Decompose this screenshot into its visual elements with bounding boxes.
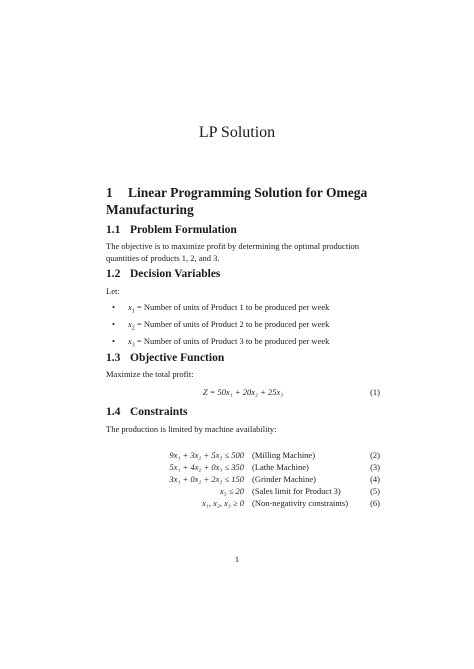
constraint-expression: x₃ ≤ 20 <box>219 486 244 496</box>
decision-variable-list <box>112 301 330 352</box>
equation-number: (2) <box>370 450 380 460</box>
constraint-note: (Lathe Machine) <box>252 462 309 472</box>
constraint-note: (Non-negativity constraints) <box>252 498 349 508</box>
section-title: Linear Programming Solution for Omega Manufacturing <box>106 185 368 217</box>
variable-subscript: 1 <box>131 308 135 315</box>
subsection-number: 1.4 <box>106 406 121 418</box>
constraint-row <box>106 473 380 485</box>
variable-subscript: 2 <box>131 325 135 332</box>
decision-variables-intro: Let: <box>106 286 120 296</box>
subsection-title: Objective Function <box>130 352 225 364</box>
subsection-number: 1.1 <box>106 224 121 236</box>
variable-symbol: x <box>128 302 132 312</box>
constraint-note: (Sales limit for Product 3) <box>252 486 341 496</box>
list-item <box>112 301 330 318</box>
variable-symbol: x <box>128 319 132 329</box>
constraints-intro-text: The production is limited by machine availability: <box>106 424 277 434</box>
subsection-title: Problem Formulation <box>130 224 237 236</box>
subsection-number: 1.2 <box>106 268 121 280</box>
section-heading-1 <box>106 184 396 218</box>
constraint-expression: x₁, x₂, x₃ ≥ 0 <box>202 498 244 508</box>
constraint-expression: 9x₁ + 3x₂ + 5x₃ ≤ 500 <box>169 450 244 460</box>
variable-definition: = Number of units of Product 3 to be produced per week <box>134 336 330 346</box>
objective-equation: Z = 50x₁ + 20x₂ + 25x₃ <box>202 387 284 397</box>
constraint-row <box>106 485 380 497</box>
problem-formulation-text: The objective is to maximize profit by determining the optimal production quantities of products 1, 2, and 3. <box>106 241 360 263</box>
equation-number: (1) <box>370 387 380 397</box>
page-number: 1 <box>234 554 240 564</box>
equation-number: (3) <box>370 462 380 472</box>
constraint-expression: 5x₁ + 4x₂ + 0x₃ ≤ 350 <box>169 462 244 472</box>
bullet-icon: • <box>112 319 115 329</box>
subsection-title: Decision Variables <box>130 268 221 280</box>
equation-number: (5) <box>370 486 380 496</box>
equation-number: (6) <box>370 498 380 508</box>
section-number: 1 <box>106 185 113 200</box>
objective-function-text: Maximize the total profit: <box>106 369 194 379</box>
variable-definition: = Number of units of Product 2 to be produced per week <box>134 319 330 329</box>
constraint-note: (Grinder Machine) <box>252 474 316 484</box>
bullet-icon: • <box>112 336 115 346</box>
equation-number: (4) <box>370 474 380 484</box>
constraint-note: (Milling Machine) <box>252 450 316 460</box>
subsection-heading-1-4 <box>106 406 188 418</box>
constraint-row <box>106 449 380 461</box>
variable-symbol: x <box>128 336 132 346</box>
subsection-heading-1-3 <box>106 352 224 364</box>
subsection-heading-1-2 <box>106 268 220 280</box>
constraint-row <box>106 461 380 473</box>
subsection-heading-1-1 <box>106 224 237 236</box>
bullet-icon: • <box>112 302 115 312</box>
constraint-expression: 3x₁ + 0x₂ + 2x₃ ≤ 150 <box>169 474 244 484</box>
constraint-row <box>106 497 380 509</box>
subsection-number: 1.3 <box>106 352 121 364</box>
subsection-title: Constraints <box>130 406 188 418</box>
list-item <box>112 318 330 335</box>
variable-subscript: 3 <box>131 342 135 349</box>
variable-definition: = Number of units of Product 1 to be produced per week <box>134 302 330 312</box>
list-item <box>112 335 330 352</box>
document-title: LP Solution <box>198 124 276 141</box>
